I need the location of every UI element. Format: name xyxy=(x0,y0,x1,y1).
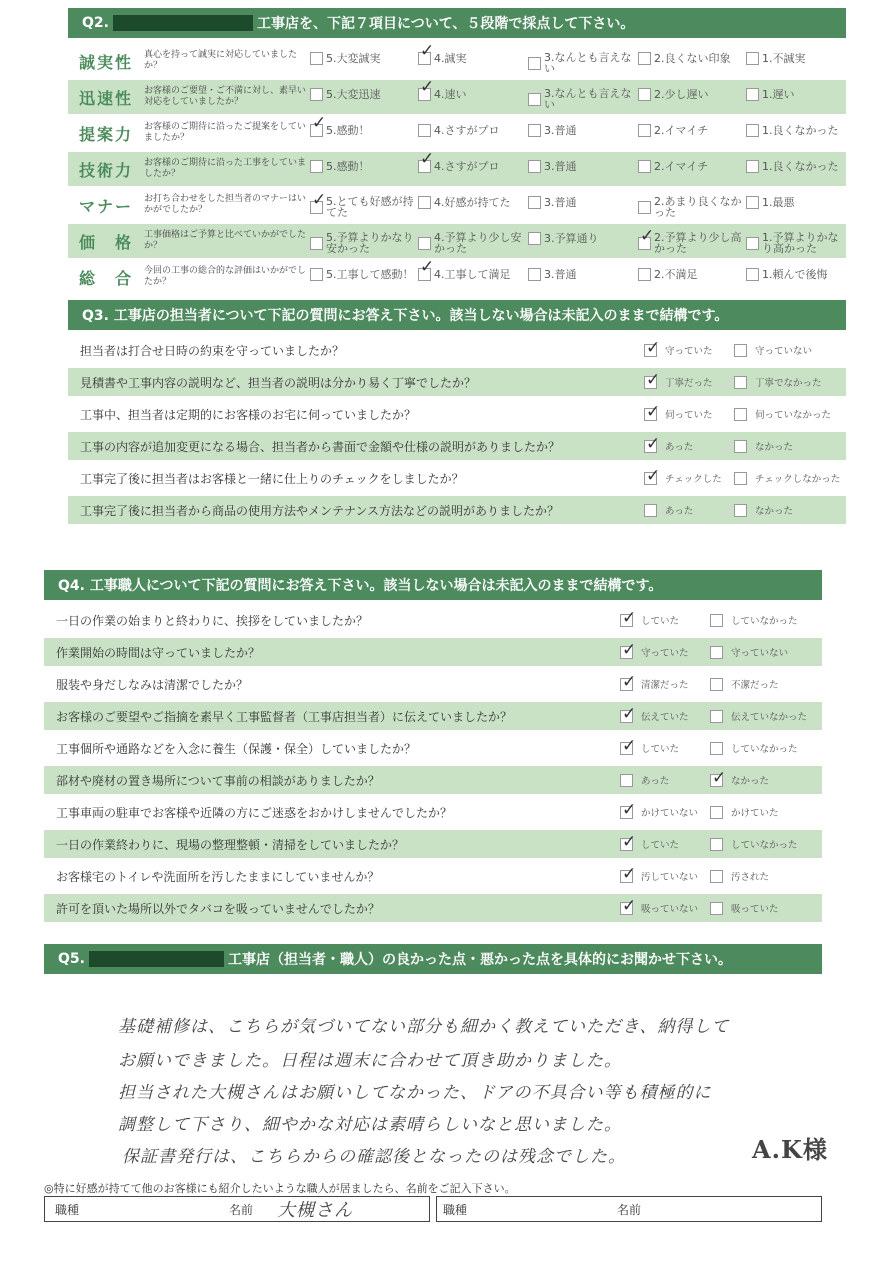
checkbox[interactable] xyxy=(710,902,723,915)
answer-label: 守っていた xyxy=(641,648,689,659)
option-label: 5.感動！ xyxy=(326,160,370,173)
q2-category: マナー xyxy=(78,196,133,216)
option-label: 5.大変迅速 xyxy=(326,88,381,101)
answer-option[interactable] xyxy=(620,613,679,627)
checkbox[interactable] xyxy=(528,196,541,209)
checkbox[interactable] xyxy=(734,376,747,389)
rating-option[interactable] xyxy=(638,88,742,101)
checkbox[interactable] xyxy=(310,124,323,137)
answer-option[interactable] xyxy=(620,709,689,723)
question-text: 工事車両の駐車でお客様や近隣の方にご迷惑をおかけしませんでしたか？ xyxy=(56,805,453,820)
rating-option[interactable] xyxy=(310,268,414,281)
answer-option[interactable] xyxy=(710,901,779,915)
name-label: 名前 xyxy=(229,1202,254,1217)
checkbox[interactable] xyxy=(710,838,723,851)
question-text: 工事の内容が追加変更になる場合、担当者から書面で金額や仕様の説明がありましたか？ xyxy=(80,439,561,454)
option-label: 5.とても好感が持てた xyxy=(326,195,414,219)
answer-option[interactable] xyxy=(734,407,831,421)
option-label: 3.なんとも言えない xyxy=(544,87,632,111)
answer-label: 守っていた xyxy=(665,346,713,357)
question-row xyxy=(44,894,822,922)
option-label: 3.普通 xyxy=(544,160,577,173)
answer-option[interactable] xyxy=(710,773,769,787)
checkbox[interactable] xyxy=(638,88,651,101)
checkbox[interactable] xyxy=(620,774,633,787)
checkbox[interactable] xyxy=(620,870,633,883)
answer-option[interactable] xyxy=(734,471,840,485)
answer-option[interactable] xyxy=(620,677,689,691)
job-label: 職種 xyxy=(55,1202,80,1217)
answer-label: していた xyxy=(641,744,680,755)
checkbox[interactable] xyxy=(644,504,657,517)
answer-label: かけていた xyxy=(731,808,779,819)
q3-title: Q3. 工事店の担当者について下記の質問にお答え下さい。該当しない場合は未記入のままで結構です。 xyxy=(82,308,729,324)
option-label: 3.なんとも言えない xyxy=(544,51,632,75)
answer-label: チェックしなかった xyxy=(755,474,841,485)
staff-box-1 xyxy=(44,1196,430,1222)
rating-option[interactable] xyxy=(418,268,522,281)
answer-option[interactable] xyxy=(620,901,698,915)
checkbox[interactable] xyxy=(620,806,633,819)
rating-option[interactable] xyxy=(528,196,632,209)
q2-category: 技術力 xyxy=(78,160,133,180)
rating-option[interactable] xyxy=(310,88,414,101)
checkbox[interactable] xyxy=(746,124,759,137)
answer-label: 伺っていなかった xyxy=(755,410,832,421)
question-row xyxy=(44,798,822,826)
answer-option[interactable] xyxy=(620,805,698,819)
answer-option[interactable] xyxy=(644,439,693,453)
checkbox[interactable] xyxy=(528,268,541,281)
rating-option[interactable] xyxy=(418,196,522,209)
answer-option[interactable] xyxy=(734,503,793,517)
q2-category: 価 格 xyxy=(78,232,133,252)
rating-option[interactable] xyxy=(528,52,632,74)
rating-option[interactable] xyxy=(638,52,742,65)
rating-option[interactable] xyxy=(528,268,632,281)
question-text: お客様のご要望やご指摘を素早く工事監督者（工事店担当者）に伝えていましたか？ xyxy=(56,709,513,724)
answer-label: チェックした xyxy=(665,474,722,485)
question-text: お客様宅のトイレや洗面所を汚したままにしていませんか？ xyxy=(56,869,380,884)
option-label: 3.普通 xyxy=(544,196,577,209)
answer-label: していた xyxy=(641,616,680,627)
checkbox[interactable] xyxy=(620,678,633,691)
checkbox[interactable] xyxy=(734,344,747,357)
rating-option[interactable] xyxy=(746,268,846,281)
q2-title: 工事店を、下記７項目について、５段階で採点して下さい。 xyxy=(256,16,635,32)
rating-option[interactable] xyxy=(746,232,846,254)
answer-label: 丁寧だった xyxy=(665,378,713,389)
question-row xyxy=(44,702,822,730)
option-label: 1.不誠実 xyxy=(762,52,806,65)
answer-option[interactable] xyxy=(644,471,722,485)
option-label: 1.良くなかった xyxy=(762,160,839,173)
answer-label: 清潔だった xyxy=(641,680,689,691)
answer-option[interactable] xyxy=(644,503,693,517)
checkbox[interactable] xyxy=(310,160,323,173)
answer-label: 伝えていた xyxy=(641,712,689,723)
option-label: 5.大変誠実 xyxy=(326,52,381,65)
checkbox[interactable] xyxy=(418,196,431,209)
q2-question: お客様のご期待に沿ったご提案をしていましたか？ xyxy=(144,122,307,143)
checkbox[interactable] xyxy=(746,160,759,173)
option-label: 2.イマイチ xyxy=(654,160,709,173)
answer-label: かけていない xyxy=(641,808,699,819)
checkbox[interactable] xyxy=(418,124,431,137)
checkbox[interactable] xyxy=(734,504,747,517)
checkbox[interactable] xyxy=(418,52,431,65)
answer-option[interactable] xyxy=(644,407,713,421)
q2-prefix: Q2. xyxy=(82,15,109,31)
checkbox[interactable] xyxy=(310,88,323,101)
answer-option[interactable] xyxy=(710,741,798,755)
question-row xyxy=(44,638,822,666)
question-row xyxy=(68,464,846,492)
job-label: 職種 xyxy=(443,1202,468,1217)
answer-option[interactable] xyxy=(734,375,822,389)
checkbox[interactable] xyxy=(418,237,431,250)
staff-box-2 xyxy=(436,1196,822,1222)
answer-option[interactable] xyxy=(620,741,679,755)
checkbox[interactable] xyxy=(620,614,633,627)
rating-option[interactable] xyxy=(418,88,522,101)
name-value[interactable]: 大槻さん xyxy=(277,1200,354,1221)
answer-label: 汚された xyxy=(731,872,770,883)
answer-label: 伝えていなかった xyxy=(731,712,808,723)
question-row xyxy=(68,432,846,460)
answer-label: 吸っていた xyxy=(731,904,779,915)
question-text: 作業開始の時間は守っていましたか？ xyxy=(56,645,261,660)
answer-label: 守っていない xyxy=(731,648,789,659)
checkbox[interactable] xyxy=(418,160,431,173)
question-row xyxy=(68,496,846,524)
checkbox[interactable] xyxy=(710,678,723,691)
answer-option[interactable] xyxy=(644,375,713,389)
checkbox[interactable] xyxy=(734,408,747,421)
checkbox[interactable] xyxy=(710,806,723,819)
answer-option[interactable] xyxy=(644,343,713,357)
answer-label: していなかった xyxy=(731,840,798,851)
checkbox[interactable] xyxy=(620,710,633,723)
answer-option[interactable] xyxy=(620,837,679,851)
answer-label: 丁寧でなかった xyxy=(755,378,822,389)
handwritten-comment-line: 基礎補修は、こちらが気づいてない部分も細かく教えていただき、納得して xyxy=(118,1017,730,1037)
question-row xyxy=(44,830,822,858)
q5-title: 工事店（担当者・職人）の良かった点・悪かった点を具体的にお聞かせ下さい。 xyxy=(227,952,732,968)
checkbox[interactable] xyxy=(310,268,323,281)
checkbox[interactable] xyxy=(620,742,633,755)
rating-option[interactable] xyxy=(638,232,742,254)
checkbox[interactable] xyxy=(710,870,723,883)
handwritten-comment-line: お願いできました。日程は週末に合わせて頂き助かりました。 xyxy=(118,1051,622,1071)
rating-option[interactable] xyxy=(310,52,414,65)
answer-option[interactable] xyxy=(710,805,779,819)
checkbox[interactable] xyxy=(710,614,723,627)
question-text: 一日の作業の始まりと終わりに、挨拶をしていましたか？ xyxy=(56,613,369,628)
answer-option[interactable] xyxy=(734,439,793,453)
answer-option[interactable] xyxy=(620,773,669,787)
rating-option[interactable] xyxy=(418,52,522,65)
rating-option[interactable] xyxy=(528,232,632,245)
rating-option[interactable] xyxy=(310,232,414,254)
question-row xyxy=(68,400,846,428)
checkbox[interactable] xyxy=(644,408,657,421)
rating-option[interactable] xyxy=(418,160,522,173)
q3-header xyxy=(68,300,846,330)
option-label: 4.速い xyxy=(434,88,467,101)
answer-label: していなかった xyxy=(731,744,798,755)
option-label: 4.さすがプロ xyxy=(434,124,500,137)
answer-option[interactable] xyxy=(710,677,779,691)
checkbox[interactable] xyxy=(734,440,747,453)
option-label: 2.イマイチ xyxy=(654,124,709,137)
answer-label: あった xyxy=(665,442,694,453)
answer-label: していた xyxy=(641,840,680,851)
answer-label: あった xyxy=(665,506,694,517)
checkbox[interactable] xyxy=(528,124,541,137)
redacted-name xyxy=(113,15,253,31)
question-row xyxy=(44,862,822,890)
option-label: 1.頼んで後悔 xyxy=(762,268,828,281)
question-row xyxy=(44,670,822,698)
answer-label: 伺っていた xyxy=(665,410,713,421)
checkbox[interactable] xyxy=(418,268,431,281)
answer-label: していなかった xyxy=(731,616,798,627)
q2-question: お客様のご期待に沿った工事をしていましたか？ xyxy=(144,158,307,179)
checkbox[interactable] xyxy=(746,88,759,101)
question-text: 工事完了後に担当者から商品の使用方法やメンテナンス方法などの説明がありましたか？ xyxy=(80,503,560,518)
question-text: 担当者は打合せ日時の約束を守っていましたか？ xyxy=(80,343,345,358)
option-label: 2.少し遅い xyxy=(654,88,709,101)
checkbox[interactable] xyxy=(418,88,431,101)
option-label: 3.予算通り xyxy=(544,232,599,245)
checkbox[interactable] xyxy=(710,710,723,723)
rating-option[interactable] xyxy=(746,52,846,65)
handwritten-comment-line: 担当された大槻さんはお願いしてなかった、ドアの不具合い等も積極的に xyxy=(118,1083,712,1103)
q2-question: 工事価格はご予算と比べていかがでしたか？ xyxy=(144,230,307,251)
question-text: 一日の作業終わりに、現場の整理整頓・清掃をしていましたか？ xyxy=(56,837,405,852)
answer-label: 守っていない xyxy=(755,346,813,357)
question-row xyxy=(44,606,822,634)
q2-question: 真心を持って誠実に対応していましたか？ xyxy=(144,50,298,71)
checkbox[interactable] xyxy=(638,268,651,281)
answer-option[interactable] xyxy=(710,837,798,851)
checkbox[interactable] xyxy=(310,201,323,214)
rating-option[interactable] xyxy=(746,196,846,209)
option-label: 4.予算より少し安かった xyxy=(434,231,522,255)
handwritten-comment-line: 調整して下さり、細やかな対応は素晴らしいなと思いました。 xyxy=(118,1115,622,1135)
handwritten-comment-line: 保証書発行は、こちらからの確認後となったのは残念でした。 xyxy=(122,1147,626,1167)
answer-option[interactable] xyxy=(710,613,798,627)
checkbox[interactable] xyxy=(638,52,651,65)
name-label: 名前 xyxy=(617,1202,642,1217)
answer-label: 不潔だった xyxy=(731,680,779,691)
answer-option[interactable] xyxy=(734,343,812,357)
checkbox[interactable] xyxy=(528,232,541,245)
rating-option[interactable] xyxy=(310,160,414,173)
option-label: 1.遅い xyxy=(762,88,795,101)
checkbox[interactable] xyxy=(638,201,651,214)
checkbox[interactable] xyxy=(746,268,759,281)
q2-question: お打ち合わせをした担当者のマナーはいかがでしたか？ xyxy=(144,194,307,215)
option-label: 2.あまり良くなかった xyxy=(654,195,742,219)
checkbox[interactable] xyxy=(310,237,323,250)
checkbox[interactable] xyxy=(746,196,759,209)
rating-option[interactable] xyxy=(638,268,742,281)
checkbox[interactable] xyxy=(710,742,723,755)
checkbox[interactable] xyxy=(638,124,651,137)
rating-option[interactable] xyxy=(638,196,742,218)
q5-prefix: Q5. xyxy=(58,951,85,967)
q2-category: 提案力 xyxy=(78,124,133,144)
rating-option[interactable] xyxy=(528,160,632,173)
answer-option[interactable] xyxy=(620,869,698,883)
q2-question: お客様のご要望・ご不満に対し、素早い対応をしていましたか？ xyxy=(144,86,307,107)
q2-header xyxy=(68,8,846,38)
q5-header xyxy=(44,944,822,974)
option-label: 5.工事して感動！ xyxy=(326,268,414,281)
q2-category: 総 合 xyxy=(78,268,133,288)
q2-category: 誠実性 xyxy=(78,52,133,72)
checkbox[interactable] xyxy=(644,344,657,357)
option-label: 2.良くない印象 xyxy=(654,52,731,65)
answer-label: なかった xyxy=(755,442,794,453)
checkbox[interactable] xyxy=(638,160,651,173)
question-text: 工事完了後に担当者はお客様と一緒に仕上りのチェックをしましたか？ xyxy=(80,471,464,486)
checkbox[interactable] xyxy=(620,838,633,851)
checkbox[interactable] xyxy=(746,52,759,65)
rating-option[interactable] xyxy=(528,88,632,110)
q2-category: 迅速性 xyxy=(78,88,133,108)
question-text: 部材や廃材の置き場所について事前の相談がありましたか？ xyxy=(56,773,380,788)
checkbox[interactable] xyxy=(734,472,747,485)
rating-option[interactable] xyxy=(746,160,846,173)
rating-option[interactable] xyxy=(746,88,846,101)
answer-option[interactable] xyxy=(620,645,689,659)
checkbox[interactable] xyxy=(528,160,541,173)
footer-note: ◎特に好感が持てて他のお客様にも紹介したいような職人が居ましたら、名前をご記入下さい。 xyxy=(44,1182,516,1195)
rating-option[interactable] xyxy=(418,232,522,254)
q2-question: 今回の工事の総合的な評価はいかがでしたか？ xyxy=(144,266,307,287)
rating-option[interactable] xyxy=(746,124,846,137)
checkbox[interactable] xyxy=(310,52,323,65)
question-row xyxy=(44,734,822,762)
checkbox[interactable] xyxy=(644,472,657,485)
answer-option[interactable] xyxy=(710,709,807,723)
option-label: 1.最悪 xyxy=(762,196,795,209)
option-label: 4.誠実 xyxy=(434,52,467,65)
checkbox[interactable] xyxy=(528,57,541,70)
question-row xyxy=(68,368,846,396)
answer-label: なかった xyxy=(755,506,794,517)
signature: A.K様 xyxy=(752,1135,828,1164)
answer-option[interactable] xyxy=(710,869,769,883)
checkbox[interactable] xyxy=(638,237,651,250)
question-text: 服装や身だしなみは清潔でしたか？ xyxy=(56,677,249,692)
rating-option[interactable] xyxy=(638,160,742,173)
option-label: 4.さすがプロ xyxy=(434,160,500,173)
answer-label: 汚していない xyxy=(641,872,699,883)
rating-option[interactable] xyxy=(418,124,522,137)
question-text: 工事個所や通路などを入念に養生（保護・保全）していましたか？ xyxy=(56,741,417,756)
option-label: 4.好感が持てた xyxy=(434,196,511,209)
rating-option[interactable] xyxy=(638,124,742,137)
question-row xyxy=(44,766,822,794)
option-label: 4.工事して満足 xyxy=(434,268,511,281)
option-label: 1.良くなかった xyxy=(762,124,839,137)
checkbox[interactable] xyxy=(644,376,657,389)
redacted-name xyxy=(89,951,224,967)
option-label: 2.予算より少し高かった xyxy=(654,231,742,255)
q4-title: Q4. 工事職人について下記の質問にお答え下さい。該当しない場合は未記入のままで結構です。 xyxy=(58,578,663,594)
option-label: 5.感動！ xyxy=(326,124,370,137)
question-text: 許可を頂いた場所以外でタバコを吸っていませんでしたか？ xyxy=(56,901,380,916)
checkbox[interactable] xyxy=(644,440,657,453)
checkbox[interactable] xyxy=(620,902,633,915)
checkbox[interactable] xyxy=(746,237,759,250)
answer-label: なかった xyxy=(731,776,770,787)
answer-label: 吸っていない xyxy=(641,904,699,915)
answer-option[interactable] xyxy=(710,645,788,659)
checkbox[interactable] xyxy=(710,646,723,659)
q4-header xyxy=(44,570,822,600)
option-label: 3.普通 xyxy=(544,268,577,281)
rating-option[interactable] xyxy=(528,124,632,137)
checkbox[interactable] xyxy=(528,93,541,106)
rating-option[interactable] xyxy=(310,196,414,218)
option-label: 1.予算よりかなり高かった xyxy=(762,231,839,255)
rating-option[interactable] xyxy=(310,124,414,137)
checkbox[interactable] xyxy=(710,774,723,787)
option-label: 2.不満足 xyxy=(654,268,698,281)
checkbox[interactable] xyxy=(620,646,633,659)
option-label: 3.普通 xyxy=(544,124,577,137)
question-row xyxy=(68,336,846,364)
option-label: 5.予算よりかなり安かった xyxy=(326,231,414,255)
question-text: 見積書や工事内容の説明など、担当者の説明は分かり易く丁寧でしたか？ xyxy=(80,375,477,390)
answer-label: あった xyxy=(641,776,670,787)
question-text: 工事中、担当者は定期的にお客様のお宅に伺っていましたか？ xyxy=(80,407,417,422)
